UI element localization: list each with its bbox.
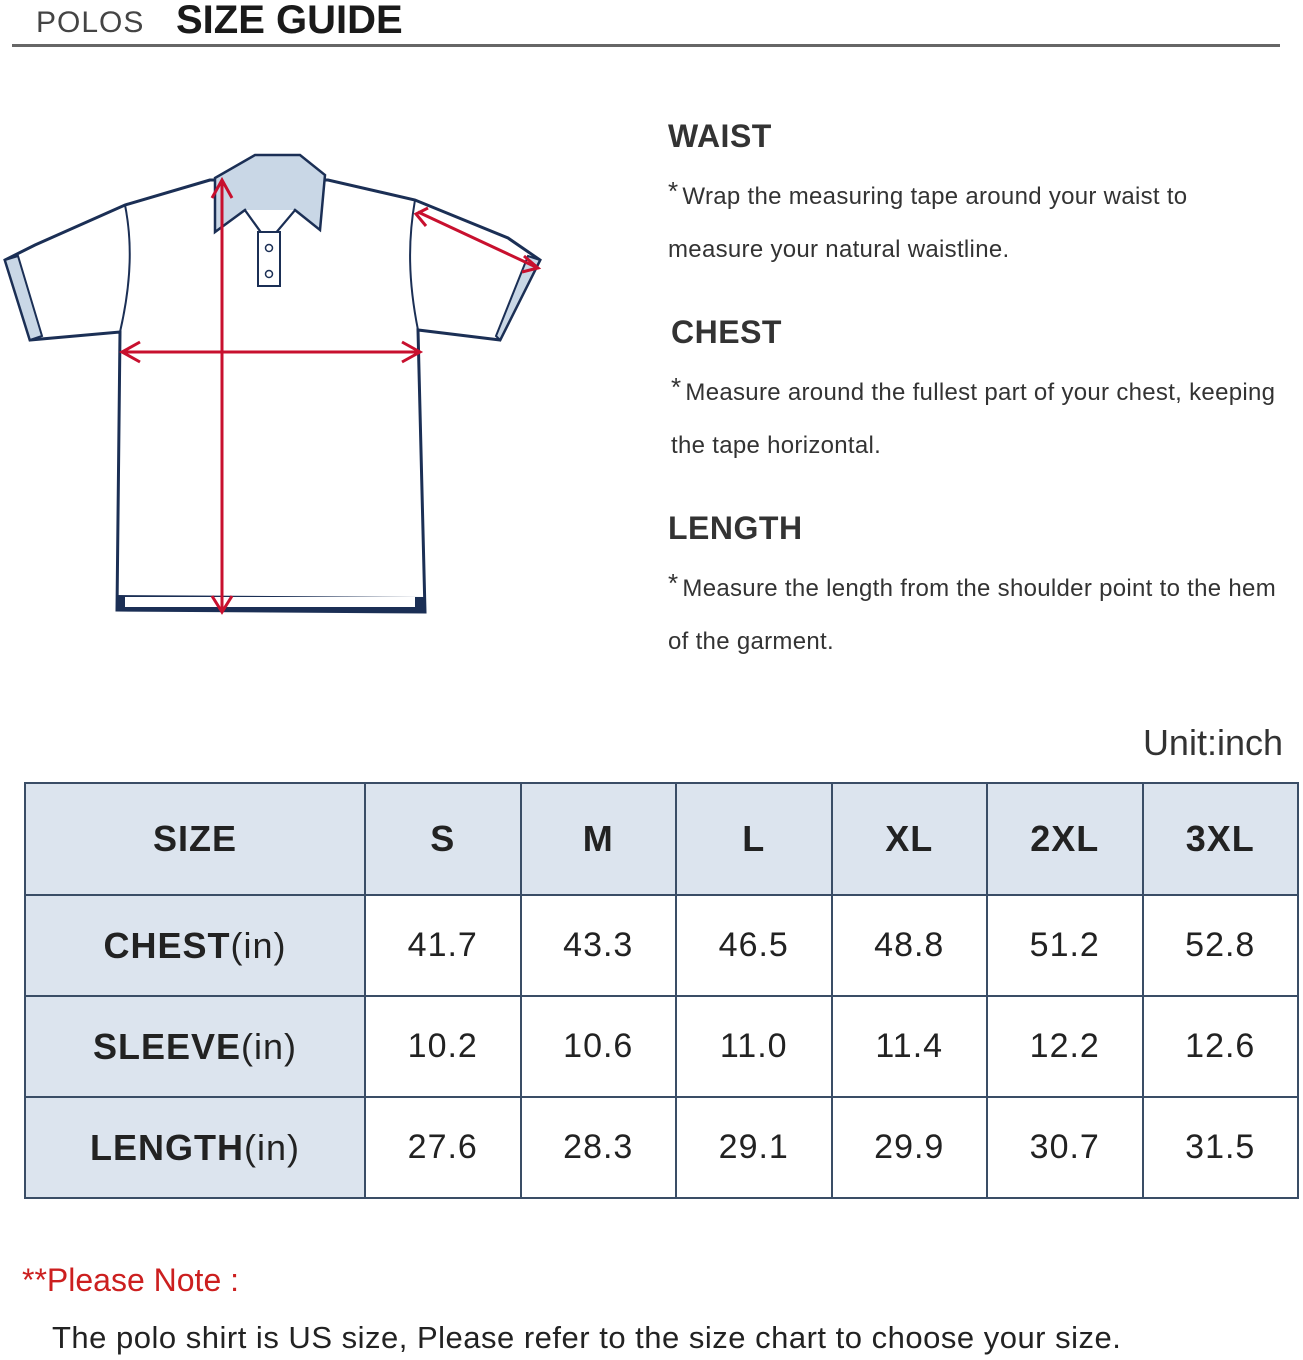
table-header-row: [25, 783, 1298, 895]
table-cell: 11.0: [676, 996, 832, 1097]
brand-label: POLOS: [36, 6, 145, 39]
table-row: [25, 1097, 1298, 1198]
size-corner-cell: SIZE: [25, 783, 365, 895]
bullet-star: *: [671, 372, 682, 402]
table-cell: 27.6: [365, 1097, 521, 1198]
size-col-header: 3XL: [1143, 783, 1299, 895]
size-col-header: S: [365, 783, 521, 895]
chest-heading: CHEST: [671, 314, 782, 350]
row-header-length: LENGTH(in): [25, 1097, 365, 1198]
page-title: SIZE GUIDE: [176, 0, 403, 42]
table-cell: 51.2: [987, 895, 1143, 996]
size-table: [24, 782, 1299, 1199]
table-cell: 41.7: [365, 895, 521, 996]
table-cell: 30.7: [987, 1097, 1143, 1198]
table-row: [25, 996, 1298, 1097]
table-cell: 29.1: [676, 1097, 832, 1198]
bullet-star: *: [668, 568, 679, 598]
size-col-header: 2XL: [987, 783, 1143, 895]
row-header-chest: CHEST(in): [25, 895, 365, 996]
waist-instruction: [668, 118, 1288, 276]
table-cell: 46.5: [676, 895, 832, 996]
waist-text: Wrap the measuring tape around your waist to measure your natural waistline.: [668, 183, 1188, 263]
chest-text: Measure around the fullest part of your chest, keeping the tape horizontal.: [671, 379, 1276, 459]
polo-shirt-icon: [0, 150, 545, 620]
note-text: The polo shirt is US size, Please refer to the size chart to choose your size.: [52, 1320, 1122, 1355]
size-col-header: L: [676, 783, 832, 895]
length-heading: LENGTH: [668, 510, 803, 546]
length-text: Measure the length from the shoulder point to the hem of the garment.: [668, 575, 1276, 655]
waist-heading: WAIST: [668, 118, 772, 154]
bullet-star: *: [668, 176, 679, 206]
table-cell: 10.2: [365, 996, 521, 1097]
row-header-sleeve: SLEEVE(in): [25, 996, 365, 1097]
size-col-header: M: [521, 783, 677, 895]
table-cell: 10.6: [521, 996, 677, 1097]
chest-instruction: [671, 314, 1291, 472]
table-cell: 48.8: [832, 895, 988, 996]
table-cell: 29.9: [832, 1097, 988, 1198]
table-cell: 43.3: [521, 895, 677, 996]
table-cell: 12.6: [1143, 996, 1299, 1097]
table-cell: 31.5: [1143, 1097, 1299, 1198]
table-cell: 52.8: [1143, 895, 1299, 996]
header-divider: [12, 44, 1280, 47]
table-cell: 11.4: [832, 996, 988, 1097]
table-row: [25, 895, 1298, 996]
table-cell: 12.2: [987, 996, 1143, 1097]
length-instruction: [668, 510, 1288, 668]
table-cell: 28.3: [521, 1097, 677, 1198]
size-col-header: XL: [832, 783, 988, 895]
polo-shirt-diagram: [0, 150, 545, 620]
unit-label: Unit:inch: [1142, 722, 1283, 763]
note-title: **Please Note :: [22, 1262, 240, 1298]
